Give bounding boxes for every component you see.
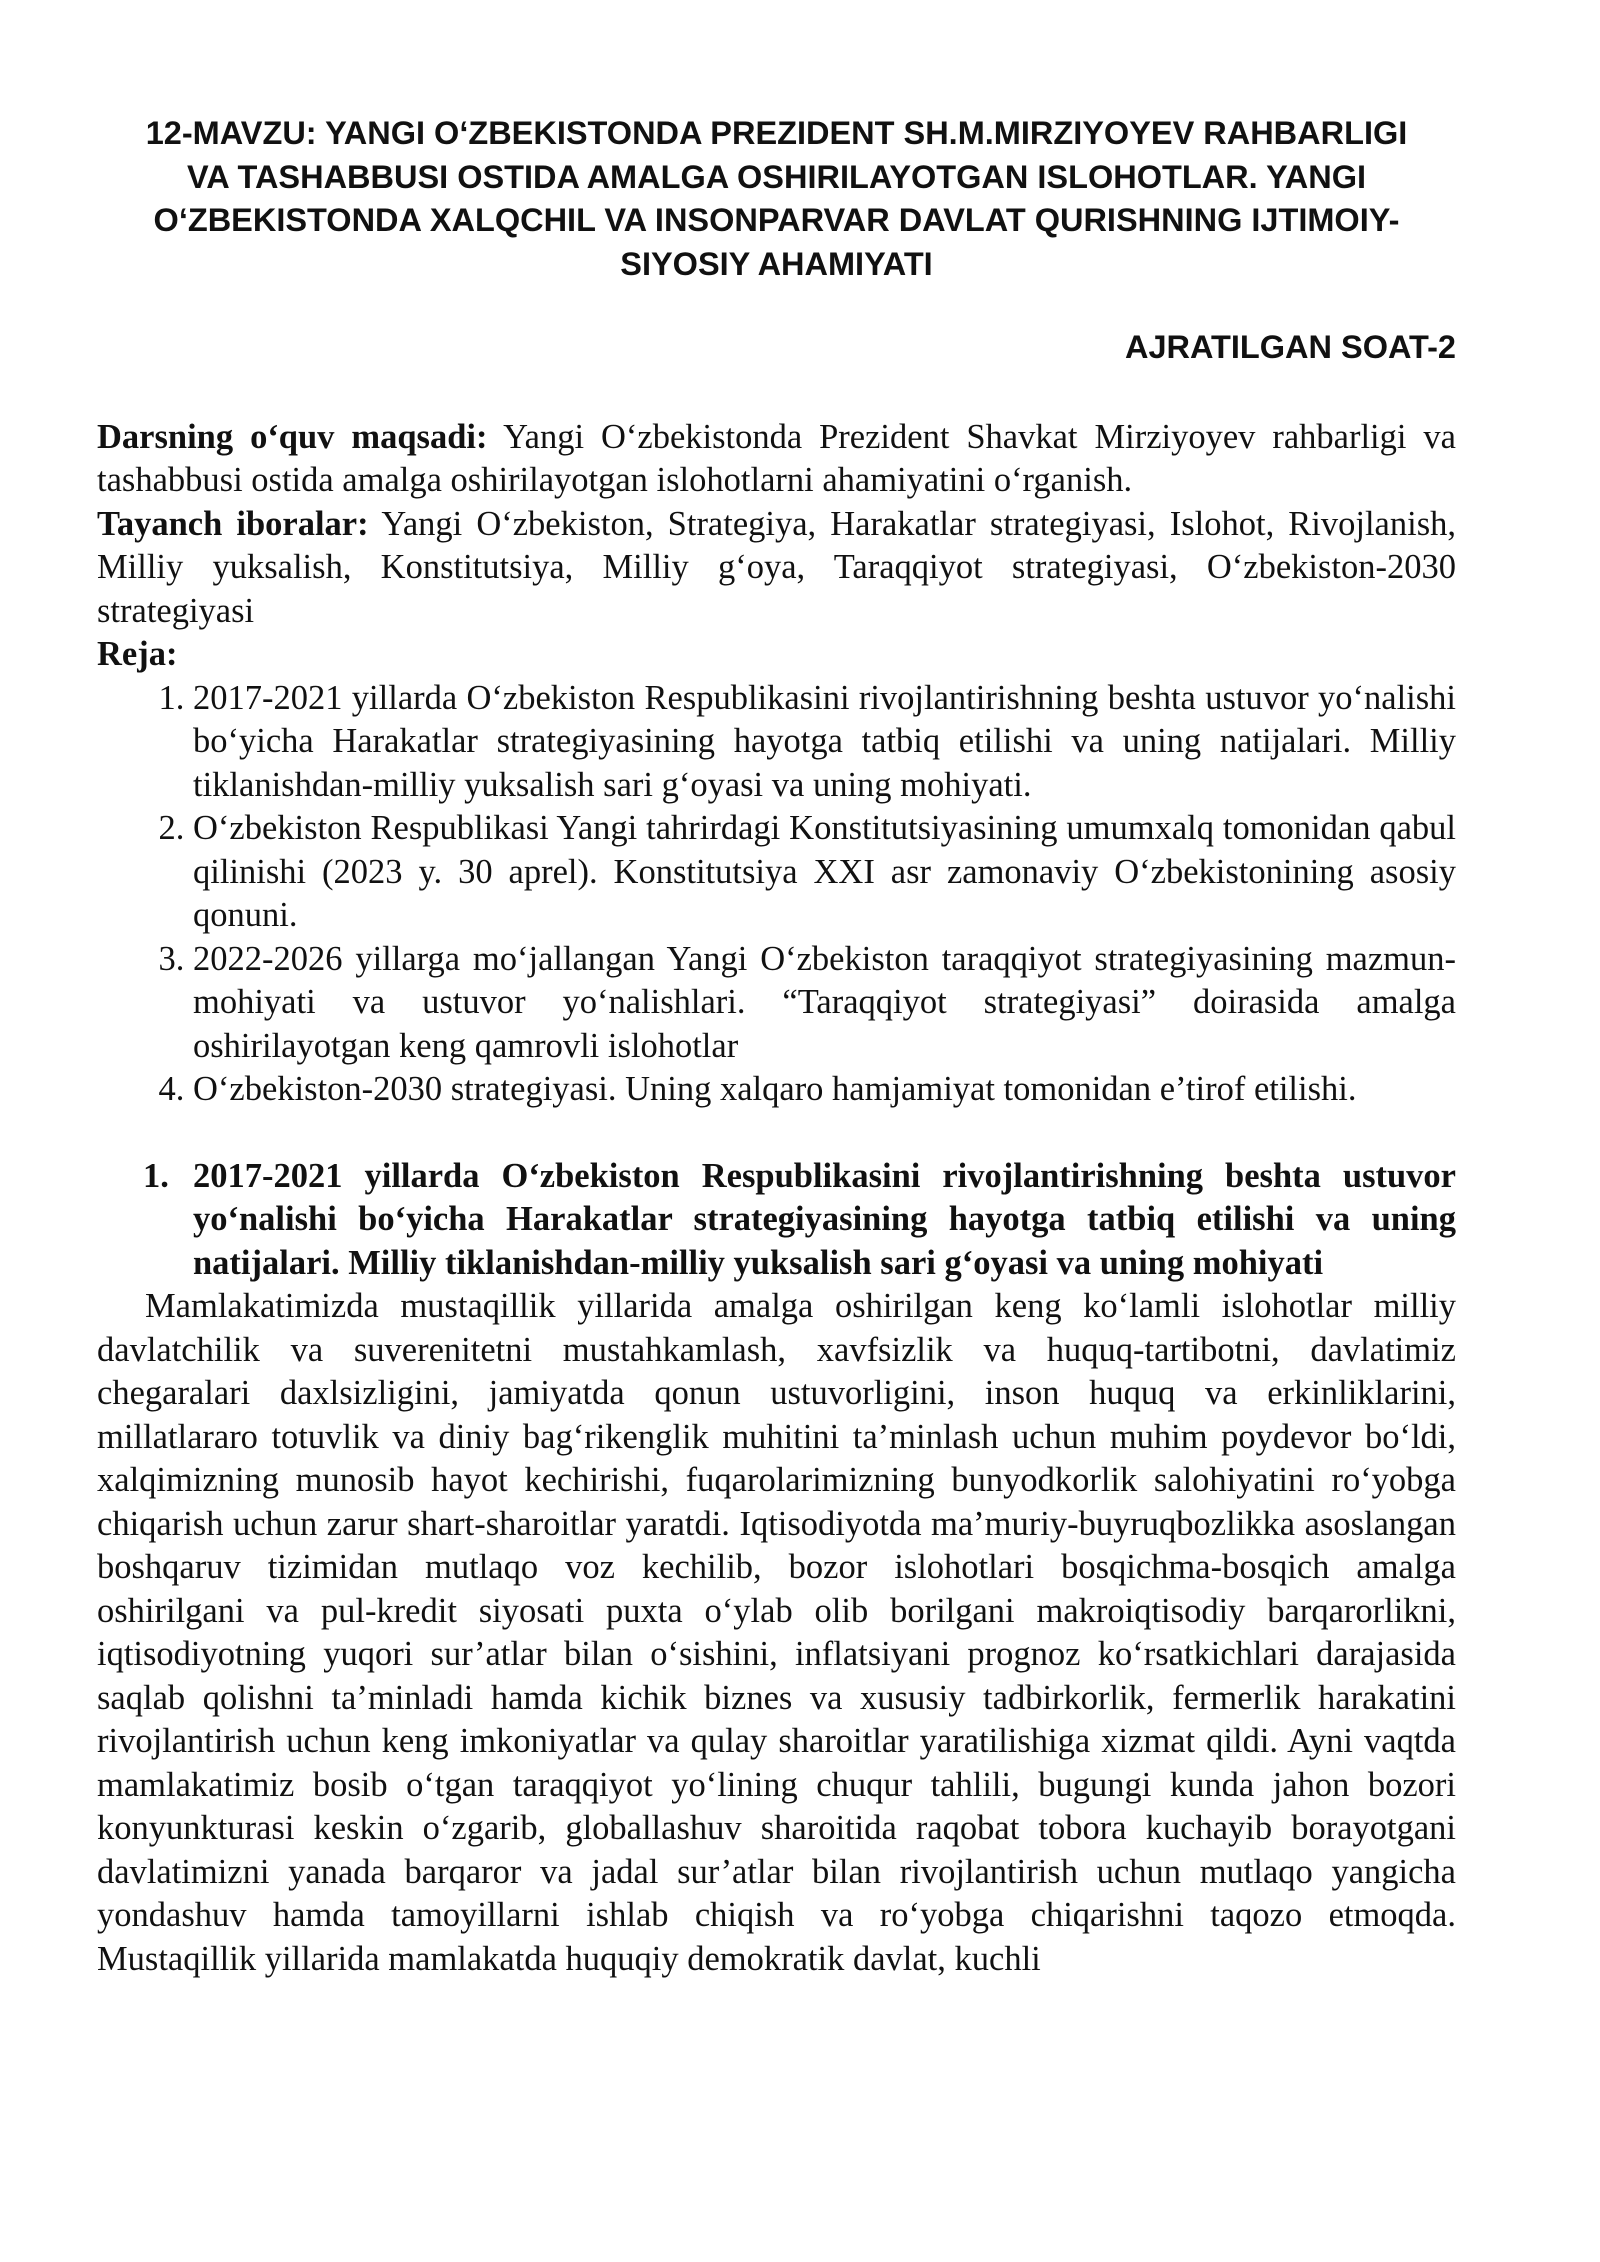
plan-item: 3. 2022-2026 yillarga mo‘jallangan Yangi O‘zbekiston taraqqiyot strategiyasining mazmun-mohiyati va ustuvor yo‘nalishlari. “Taraqqiyot strategiyasi” doirasida amalga oshirilayotgan keng qamrovli islohotlar [193, 938, 1456, 1069]
lesson-goal [97, 416, 1456, 503]
plan-item: 4. O‘zbekiston-2030 strategiyasi. Uning xalqaro hamjamiyat tomonidan e’tirof etilishi. [193, 1068, 1456, 1112]
page-title: 12-MAVZU: YANGI O‘ZBEKISTONDA PREZIDENT SH.M.MIRZIYOYEV RAHBARLIGI VA TASHABBUSI OSTIDA AMALGA OSHIRILAYOTGAN ISLOHOTLAR. YANGI O‘ZBEKISTONDA XALQCHIL VA INSONPARVAR DAVLAT QURISHNING IJTIMOIY-SIYOSIY AHAMIYATI [145, 115, 1408, 282]
plan-item: 1. 2017-2021 yillarda O‘zbekiston Respublikasini rivojlantirishning beshta ustuvor yo‘nalishi bo‘yicha Harakatlar strategiyasining hayotga tatbiq etilishi va uning natijalari. Milliy tiklanishdan-milliy yuksalish sari g‘oyasi va uning mohiyati. [193, 677, 1456, 808]
plan-label: Reja: [97, 635, 178, 673]
lesson-goal-text: Yangi O‘zbekistonda Prezident Shavkat Mirziyoyev rahbarligi va tashabbusi ostida amalga oshirilayotgan islohotlarni ahamiyatini o‘rganish. [97, 417, 1456, 499]
allocated-hours: AJRATILGAN SOAT-2 [1124, 329, 1456, 365]
plan-item: 2. O‘zbekiston Respublikasi Yangi tahrirdagi Konstitutsiyasining umumxalq tomonidan qabul qilinishi (2023 y. 30 aprel). Konstitutsiya XXI asr zamonaviy O‘zbekistonining asosiy qonuni. [193, 807, 1456, 938]
plan-list [97, 677, 1456, 1112]
keywords-label: Tayanch iboralar: [97, 504, 369, 543]
section-number: 1. [143, 1156, 169, 1195]
section-body-paragraph: Mamlakatimizda mustaqillik yillarida amalga oshirilgan keng ko‘lamli islohotlar milliy davlatchilik va suverenitetni mustahkamlash, xavfsizlik va huquq-tartibotni, davlatimiz chegaralari daxlsizligini, jamiyatda qonun ustuvorligini, inson huquq va erkinliklarini, millatlararo totuvlik va diniy bag‘rikenglik muhitini ta’minlash uchun muhim poydevor bo‘ldi, xalqimizning munosib hayot kechirishi, fuqarolarimizning bunyodkorlik salohiyatini ro‘yobga chiqarish uchun zarur shart-sharoitlar yaratdi. Iqtisodiyotda ma’muriy-buyruqbozlikka asoslangan boshqaruv tizimidan mutlaqo voz kechilib, bozor islohotlari bosqichma-bosqich amalga oshirilgani va pul-kredit siyosati puxta o‘ylab olib borilgani makroiqtisodiy barqarorlikni, iqtisodiyotning yuqori sur’atlar bilan o‘sishini, inflatsiyani prognoz ko‘rsatkichlari darajasida saqlab qolishni ta’minladi hamda kichik biznes va xususiy tadbirkorlik, fermerlik harakatini rivojlantirish uchun keng imkoniyatlar va qulay sharoitlar yaratilishiga xizmat qildi. Ayni vaqtda mamlakatimiz bosib o‘tgan taraqqiyot yo‘lining chuqur tahlili, bugungi kunda jahon bozori konyunkturasi keskin o‘zgarib, globallashuv sharoitida raqobat tobora kuchayib borayotgani davlatimizni yanada barqaror va jadal sur’atlar bilan rivojlantirish uchun mutlaqo yangicha yondashuv hamda tamoyillarni ishlab chiqish va ro‘yobga chiqarishni taqozo etmoqda. Mustaqillik yillarida mamlakatda huquqiy demokratik davlat, kuchli [97, 1287, 1456, 1978]
lesson-goal-label: Darsning o‘quv maqsadi: [97, 417, 488, 456]
keywords-text: Yangi O‘zbekiston, Strategiya, Harakatlar strategiyasi, Islohot, Rivojlanish, Milliy yuksalish, Konstitutsiya, Milliy g‘oya, Taraqqiyot strategiyasi, O‘zbekiston-2030 strategiyasi [97, 504, 1456, 630]
section-heading [97, 1155, 1456, 1286]
section-heading-text: 2017-2021 yillarda O‘zbekiston Respublikasini rivojlantirishning beshta ustuvor yo‘nalishi bo‘yicha Harakatlar strategiyasining hayotga tatbiq etilishi va uning natijalari. Milliy tiklanishdan-milliy yuksalish sari g‘oyasi va uning mohiyati [193, 1156, 1456, 1282]
keywords [97, 503, 1456, 634]
